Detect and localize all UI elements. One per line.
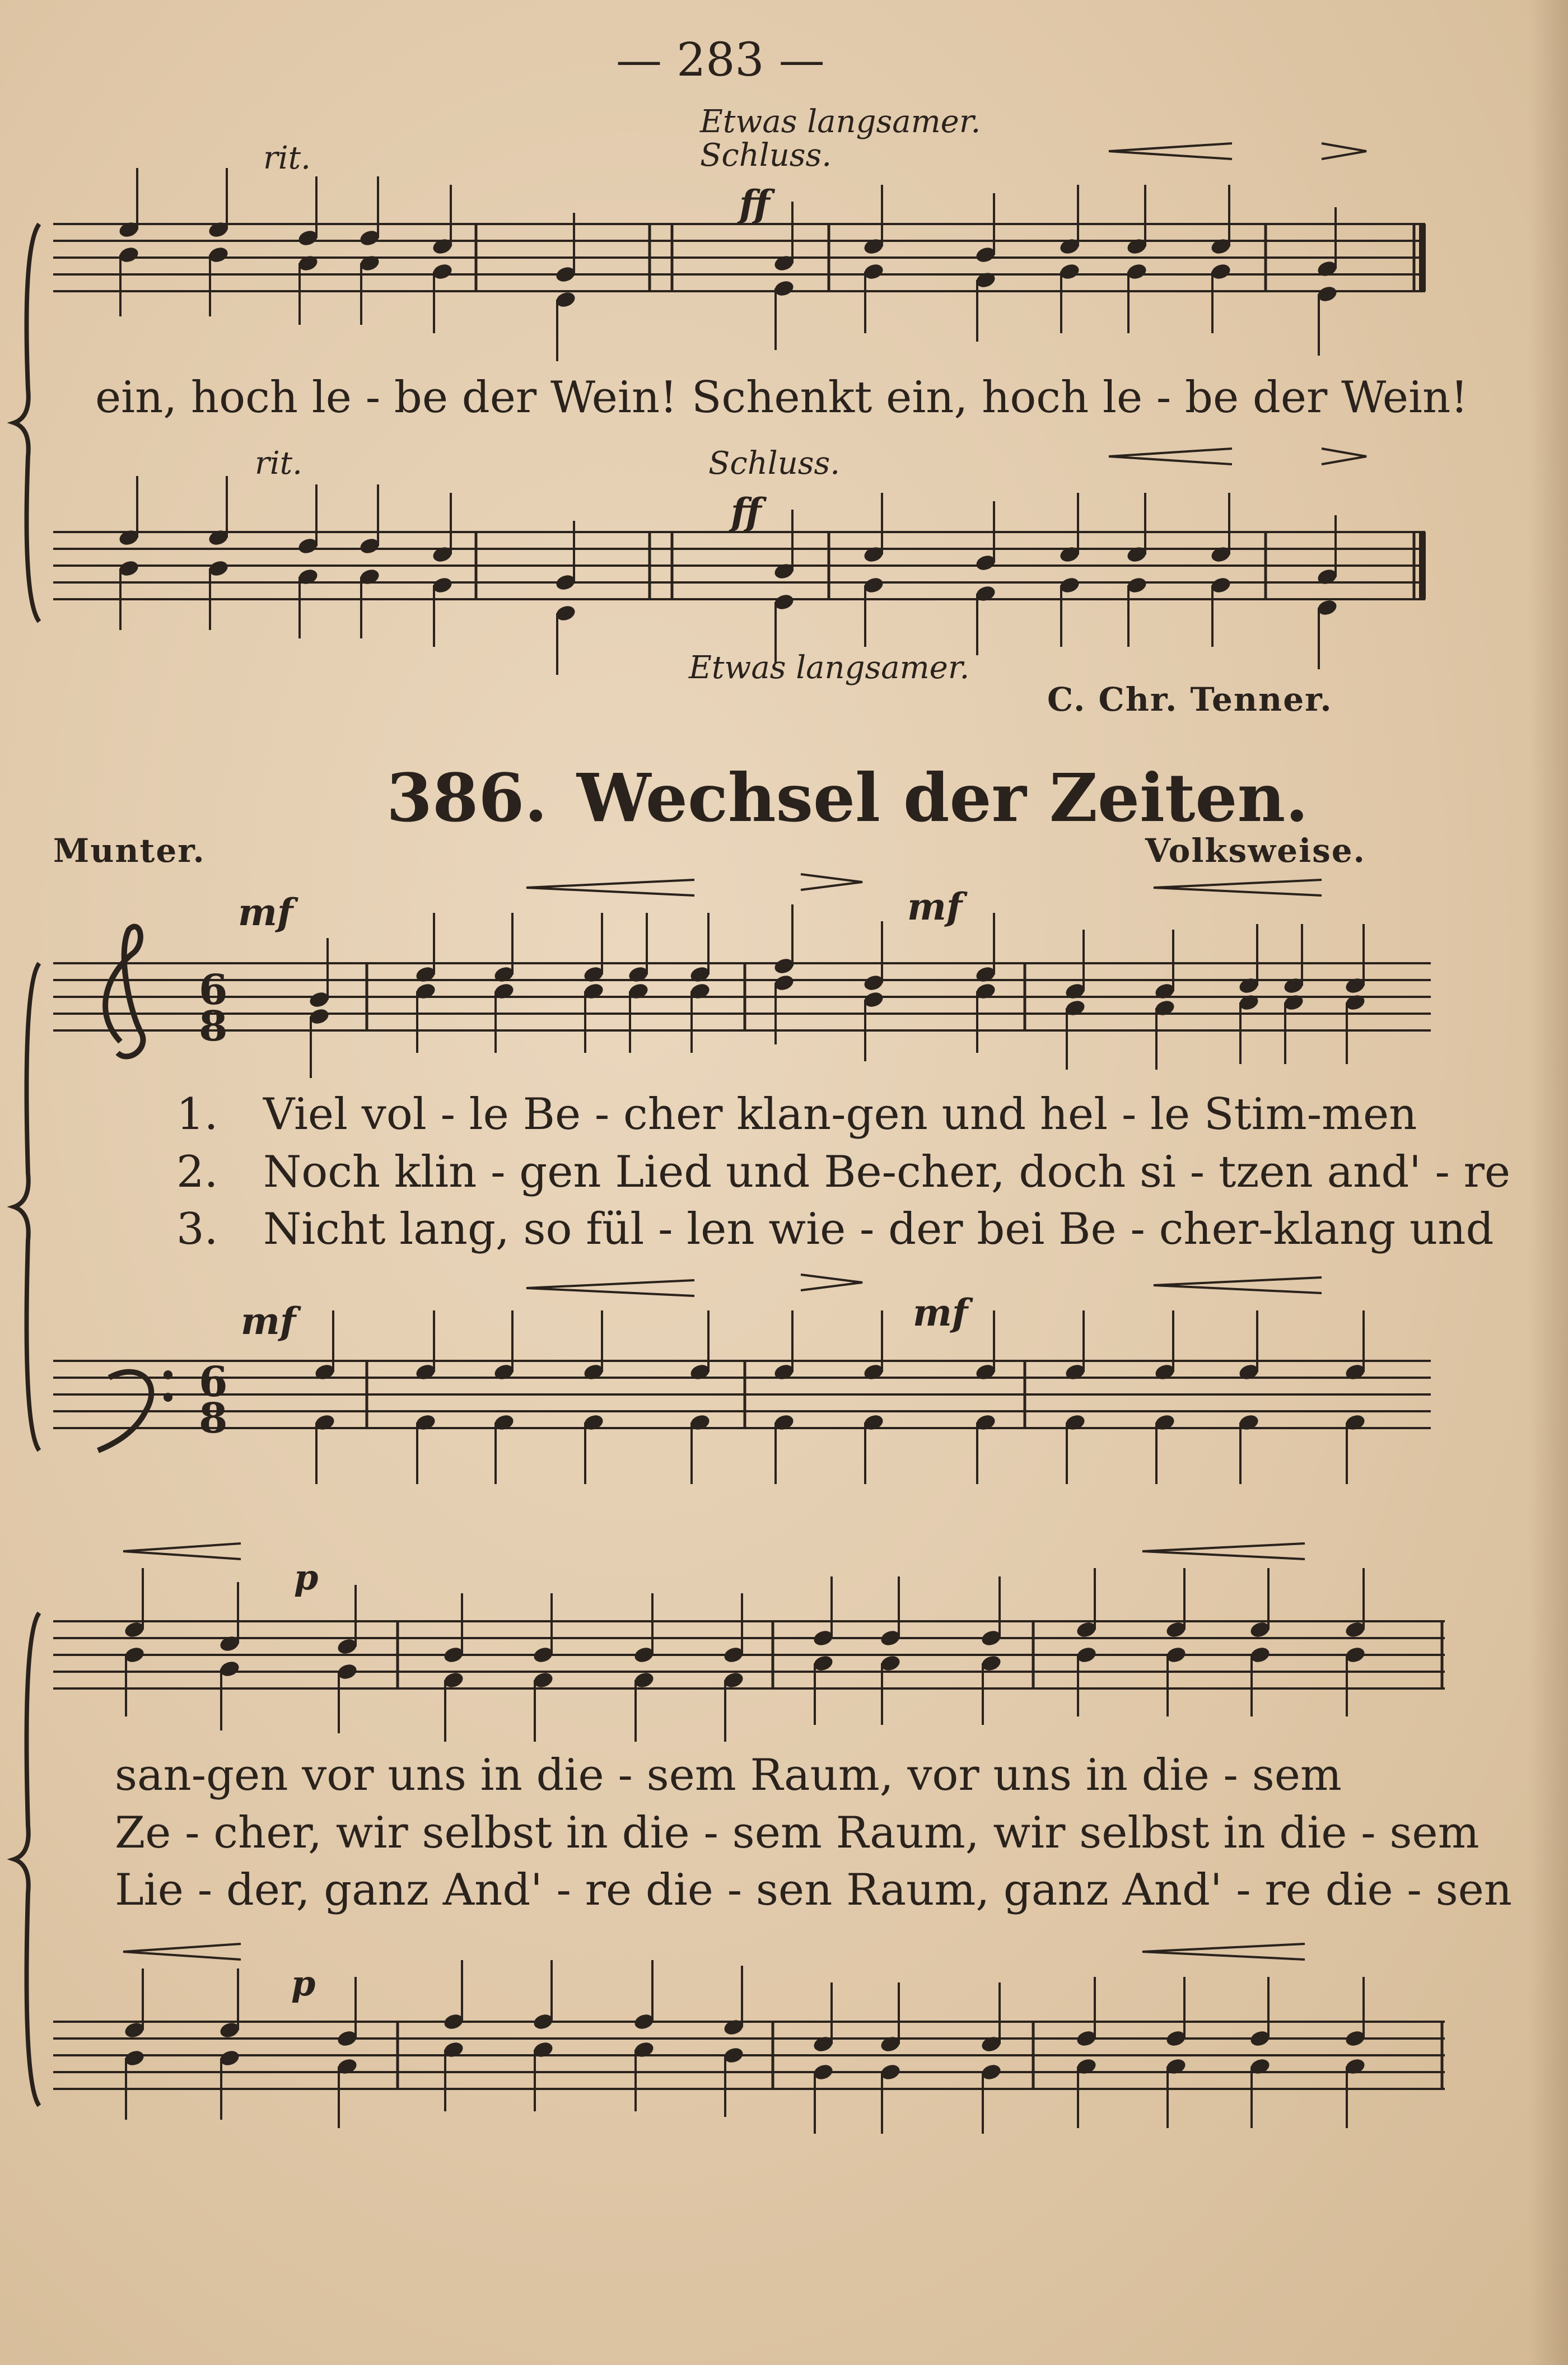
dynamic-p-2: p — [291, 1963, 316, 2004]
decrescendo-hairpin — [801, 874, 862, 890]
dynamic-ff: ff — [739, 182, 770, 226]
schluss-label: Schluss. — [700, 137, 832, 174]
crescendo-hairpin — [123, 1543, 241, 1559]
composer-credit: C. Chr. Tenner. — [1047, 680, 1333, 719]
time-sig-top: 6 — [199, 966, 228, 1014]
dynamic-mf-1: mf — [238, 890, 293, 934]
crescendo-hairpin — [123, 1944, 241, 1960]
crescendo-hairpin — [526, 1280, 694, 1296]
crescendo-hairpin — [1109, 449, 1232, 464]
song-attribution: Volksweise. — [1145, 832, 1366, 870]
bass-clef-dot — [164, 1393, 172, 1402]
decrescendo-hairpin — [1322, 143, 1366, 159]
verse-number: 3. — [176, 1204, 218, 1254]
dynamic-ff-lower: ff — [731, 490, 762, 534]
dynamic-mf-bass-1: mf — [241, 1299, 296, 1343]
song-title: Wechsel der Zeiten. — [577, 759, 1309, 837]
time-sig-bottom-bass: 8 — [199, 1394, 228, 1443]
dynamic-mf-bass-2: mf — [913, 1291, 968, 1335]
verse-number: 1. — [176, 1089, 218, 1140]
verse-line-cont: Ze - cher, wir selbst in die - sem Raum, wir selbst in die - sem — [115, 1808, 1480, 1858]
lyric-line-top-right: Schenkt ein, hoch le - be der Wein! — [692, 372, 1468, 423]
crescendo-hairpin — [1109, 143, 1232, 159]
crescendo-hairpin — [1154, 880, 1322, 895]
schluss-label-lower: Schluss. — [708, 445, 841, 482]
decrescendo-hairpin — [1322, 449, 1366, 464]
time-sig-bottom: 8 — [199, 1002, 228, 1051]
ritardando-mark-lower: rit. — [255, 445, 302, 482]
system-brace — [14, 1613, 39, 2106]
decrescendo-hairpin — [801, 1275, 862, 1290]
verse-line-cont: san-gen vor uns in die - sem Raum, vor uns in die - sem — [115, 1750, 1342, 1800]
verse-line: Noch klin - gen Lied und Be-cher, doch si - tzen and' - re — [263, 1147, 1511, 1197]
ritardando-mark: rit. — [263, 140, 311, 176]
verse-number: 2. — [176, 1147, 218, 1197]
treble-clef — [105, 927, 143, 1057]
crescendo-hairpin — [1142, 1944, 1305, 1960]
crescendo-hairpin — [1154, 1277, 1322, 1293]
verse-line: Viel vol - le Be - cher klan-gen und hel - le Stim-men — [263, 1089, 1417, 1140]
system-brace — [14, 963, 39, 1450]
tempo-marking: Munter. — [53, 832, 206, 870]
system-brace — [14, 224, 39, 622]
bass-clef-dot — [164, 1370, 172, 1379]
time-sig-top-bass: 6 — [199, 1358, 228, 1406]
tempo-change-label-lower: Etwas langsamer. — [689, 650, 970, 686]
tempo-change-label: Etwas langsamer. — [700, 104, 981, 140]
page-number: — 283 — — [616, 34, 825, 87]
song-number: 386. — [386, 759, 548, 837]
crescendo-hairpin — [526, 880, 694, 895]
dynamic-mf-2: mf — [907, 885, 963, 929]
lyric-line-top-left: ein, hoch le - be der Wein! — [95, 372, 678, 423]
dynamic-p-1: p — [294, 1557, 319, 1598]
verse-line-cont: Lie - der, ganz And' - re die - sen Raum, ganz And' - re die - sen — [115, 1865, 1513, 1915]
crescendo-hairpin — [1142, 1543, 1305, 1559]
verse-line: Nicht lang, so fül - len wie - der bei Be - cher-klang und — [263, 1204, 1494, 1254]
